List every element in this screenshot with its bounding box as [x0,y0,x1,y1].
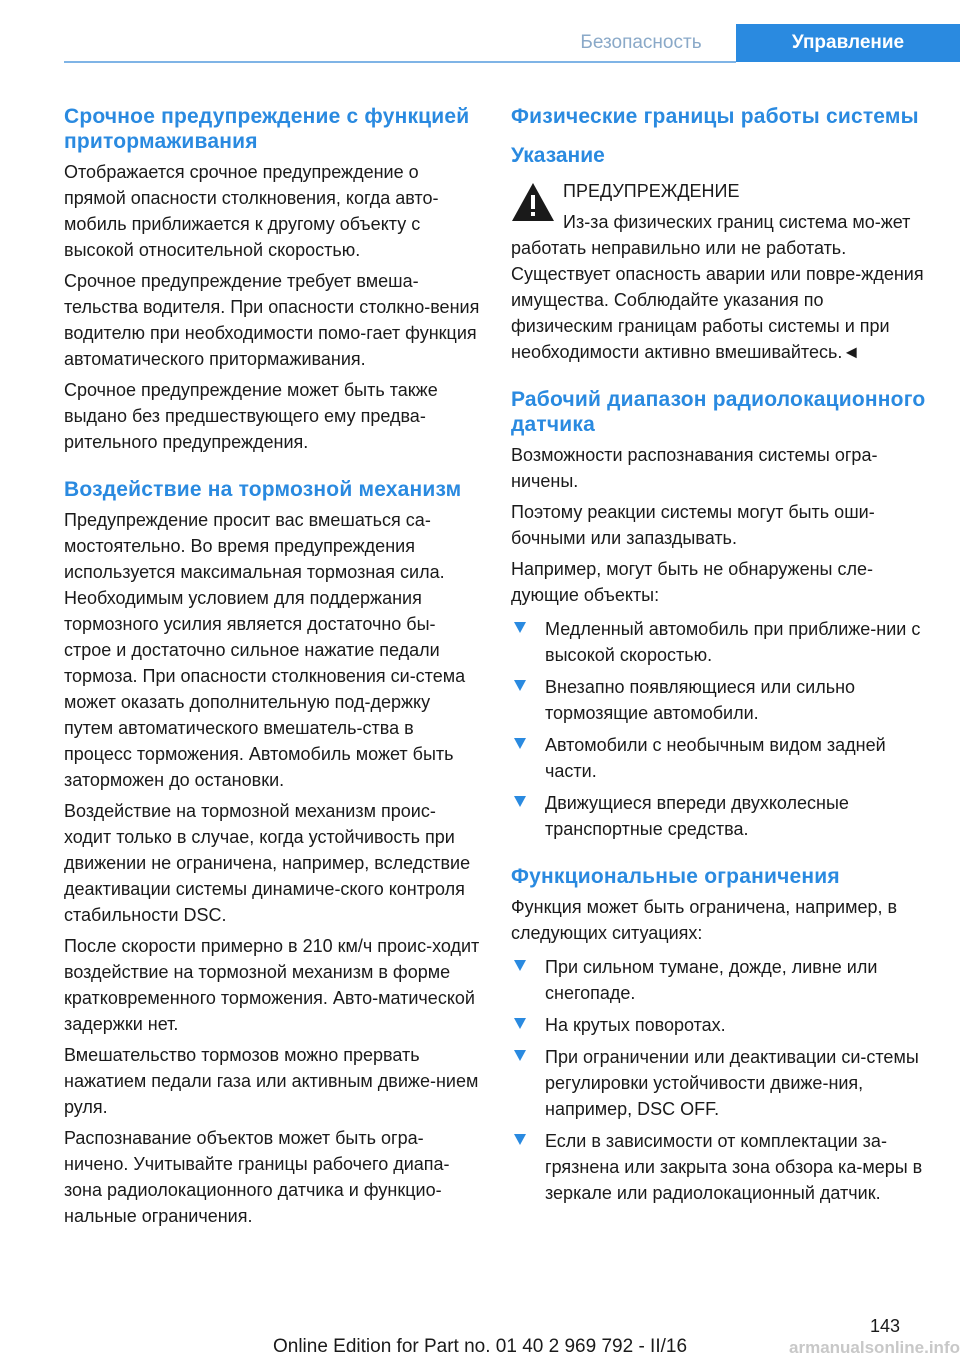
list-item: Внезапно появляющиеся или сильно тормозящие автомобили. [511,674,927,726]
list-item: Автомобили с необычным видом задней части. [511,732,927,784]
paragraph: Вмешательство тормозов можно прервать нажатием педали газа или активным движе-нием руля. [64,1045,479,1117]
paragraph: Срочное предупреждение требует вмеша-тельства водителя. При опасности столкно-вения водителю при необходимости помо-гает функция автоматического притормаживания. [64,271,480,369]
page-number: 143 [869,1316,900,1336]
note-title: Указание [511,144,605,167]
paragraph: Поэтому реакции системы могут быть оши-бочными или запаздывать. [511,502,875,548]
bullet-triangle-icon [514,680,526,691]
paragraph: Возможности распознавания системы огра-ничены. [511,445,878,491]
left-column [64,104,480,1229]
warning-box [511,178,927,365]
warning-text [511,209,927,365]
bullet-triangle-icon [514,1018,526,1029]
paragraph: После скорости примерно в 210 км/ч проис-ходит воздействие на тормозной механизм в форме кратковременного торможения. Авто-матической задержки нет. [64,936,480,1034]
bullet-triangle-icon [514,796,526,807]
paragraph: Срочное предупреждение может быть также выдано без предшествующего ему предва-рительного предупреждения. [64,380,438,452]
limitations-list [511,954,927,1206]
undetected-objects-list [511,616,927,842]
list-item: При сильном тумане, дожде, ливне или снегопаде. [511,954,927,1006]
list-item: При ограничении или деактивации си-стемы регулировки устойчивости движе-ния, например, DSC OFF. [511,1044,927,1122]
bullet-triangle-icon [514,738,526,749]
paragraph: Распознавание объектов может быть огра-ничено. Учитывайте границы рабочего диапа-зона радиолокационного датчика и функцио-нальные ограничения. [64,1128,450,1226]
page-header [0,0,960,62]
section-title-brake-intervention: Воздействие на тормозной механизм [64,478,462,501]
right-column [511,104,927,1212]
paragraph: Предупреждение просит вас вмешаться са-мостоятельно. Во время предупреждения используется максимальная тормозная сила. Необходимым условием для поддержания тормозного усилия является достаточно бы-строе и достаточно сильное нажатие педали тормоза. При опасности столкновения си-стема может оказать дополнительную под-держку путем автоматического вмешатель-ства в процесс торможения. Автомобиль может быть заторможен до остановки. [64,510,466,790]
bullet-triangle-icon [514,1050,526,1061]
section-title-physical-limits: Физические границы работы системы [511,105,919,128]
paragraph: Воздействие на тормозной механизм проис-ходит только в случае, когда устойчивость при движении не ограничена, например, вследствие деактивации системы динамиче-ского контроля стабильности DSC. [64,801,471,925]
list-item: Медленный автомобиль при приближе-нии с высокой скоростью. [511,616,927,668]
tab-safety[interactable]: Безопасность [580,32,702,53]
warning-triangle-icon [511,182,555,222]
paragraph: Например, могут быть не обнаружены сле-дующие объекты: [511,559,873,605]
warning-label: ПРЕДУПРЕЖДЕНИЕ [563,181,740,201]
bullet-triangle-icon [514,1134,526,1145]
paragraph: Функция может быть ограничена, например, в следующих ситуациях: [511,897,898,943]
section-title-functional-limits: Функциональные ограничения [511,865,840,888]
header-divider [64,61,736,63]
section-title-emergency-warning: Срочное предупреждение с функцией притормаживания [64,105,470,153]
edition-footer: Online Edition for Part no. 01 40 2 969 792 - II/16 [272,1336,688,1357]
end-mark-icon: ◄ [842,342,861,362]
bullet-triangle-icon [514,622,526,633]
warning-body: Из-за физических границ система мо-жет работать неправильно или не работать. Существует опасность аварии или повре-ждения имущества. Соблюдайте указания по физическим границам работы системы и при необходимости активно вмешивайтесь. [511,212,924,362]
paragraph: Отображается срочное предупреждение о прямой опасности столкновения, когда авто-мобиль приближается к другому объекту с высокой относительной скоростью. [64,162,439,260]
list-item: Движущиеся впереди двухколесные транспортные средства. [511,790,927,842]
list-item: На крутых поворотах. [511,1012,927,1038]
section-title-radar-range: Рабочий диапазон радиолокационного датчика [511,388,926,436]
list-item: Если в зависимости от комплектации за-грязнена или закрыта зона обзора ка-меры в зеркале или радиолокационный датчик. [511,1128,927,1206]
watermark: armanualsonline.info [789,1338,960,1357]
tab-controls[interactable]: Управление [736,24,960,62]
bullet-triangle-icon [514,960,526,971]
